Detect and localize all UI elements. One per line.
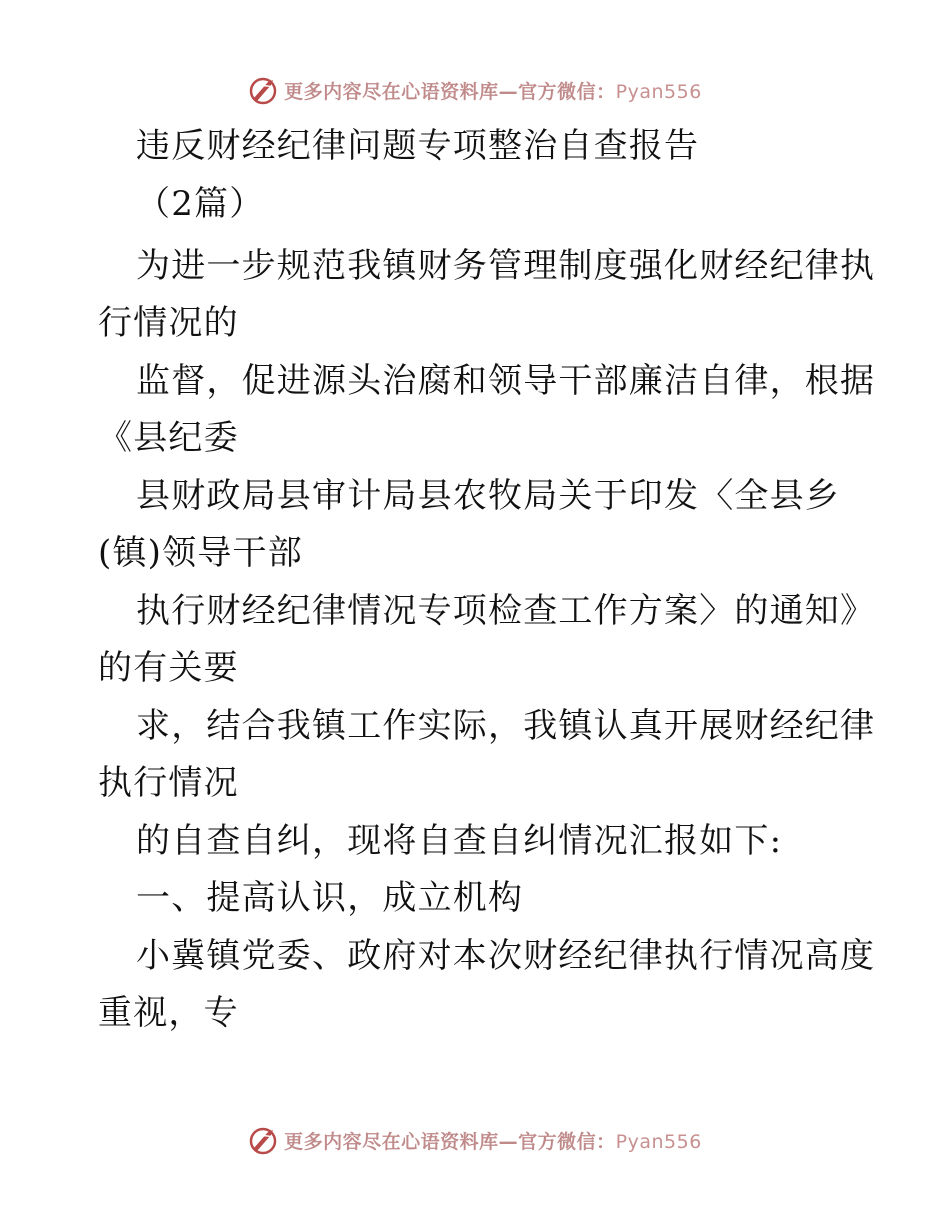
watermark-wechat-id: Pyan556 <box>615 1130 702 1153</box>
paragraph-line: 重视，专 <box>98 993 239 1033</box>
paragraph-line: 的有关要 <box>98 648 239 688</box>
ribbon-pen-logo-icon <box>248 1124 280 1156</box>
footer-watermark <box>0 1120 950 1160</box>
document-title: 违反财经纪律问题专项整治自查报告 <box>136 126 700 166</box>
paragraph-line: 县财政局县审计局县农牧局关于印发〈全县乡 <box>136 476 840 516</box>
watermark-text <box>284 77 702 104</box>
document-subtitle: （2篇） <box>136 184 265 224</box>
section-heading: 一、提高认识，成立机构 <box>136 878 524 918</box>
watermark-wechat-id: Pyan556 <box>615 80 702 103</box>
header-watermark <box>0 70 950 110</box>
paragraph-line: 行情况的 <box>98 303 239 343</box>
watermark-label: 更多内容尽在心语资料库—官方微信： <box>284 1130 616 1153</box>
paragraph-line: (镇)领导干部 <box>98 533 303 573</box>
paragraph-line: 执行情况 <box>98 763 239 803</box>
ribbon-pen-logo-icon <box>248 74 280 106</box>
watermark-text <box>284 1127 702 1154</box>
paragraph-line: 小冀镇党委、政府对本次财经纪律执行情况高度 <box>136 936 876 976</box>
paragraph-line: 为进一步规范我镇财务管理制度强化财经纪律执 <box>136 246 876 286</box>
paragraph-line: 的自查自纠，现将自查自纠情况汇报如下: <box>136 821 783 861</box>
paragraph-line: 执行财经纪律情况专项检查工作方案〉的通知》 <box>136 591 876 631</box>
paragraph-line: 《县纪委 <box>98 418 239 458</box>
paragraph-line: 求，结合我镇工作实际，我镇认真开展财经纪律 <box>136 706 876 746</box>
paragraph-line: 监督，促进源头治腐和领导干部廉洁自律，根据 <box>136 361 876 401</box>
watermark-label: 更多内容尽在心语资料库—官方微信： <box>284 80 616 103</box>
